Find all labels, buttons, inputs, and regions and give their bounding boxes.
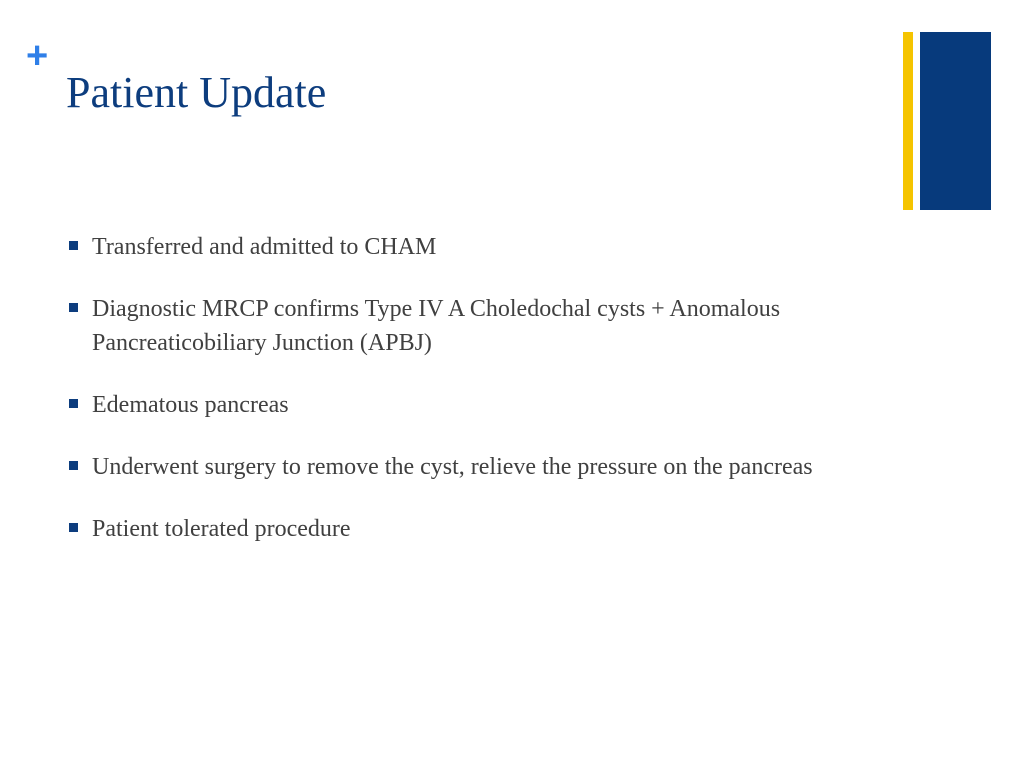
bullet-item <box>68 230 868 264</box>
slide-title: Patient Update <box>66 68 327 117</box>
square-bullet-icon <box>69 303 78 312</box>
bullet-text: Transferred and admitted to CHAM <box>92 234 437 260</box>
bullet-item <box>68 388 868 422</box>
plus-icon: + <box>26 35 49 77</box>
bullet-text: Underwent surgery to remove the cyst, relieve the pressure on the pancreas <box>92 454 813 480</box>
square-bullet-icon <box>69 523 78 532</box>
bullet-item <box>68 450 868 484</box>
bullet-text: Diagnostic MRCP confirms Type IV A Choledochal cysts + Anomalous Pancreaticobiliary Junction (APBJ) <box>92 296 781 356</box>
square-bullet-icon <box>69 461 78 470</box>
bullet-item <box>68 292 868 360</box>
accent-block-blue <box>920 32 991 210</box>
bullet-text: Edematous pancreas <box>92 392 289 418</box>
bullet-item <box>68 512 868 546</box>
square-bullet-icon <box>69 399 78 408</box>
square-bullet-icon <box>69 241 78 250</box>
bullet-list <box>68 230 868 574</box>
accent-bar-yellow <box>903 32 913 210</box>
bullet-text: Patient tolerated procedure <box>92 516 351 542</box>
